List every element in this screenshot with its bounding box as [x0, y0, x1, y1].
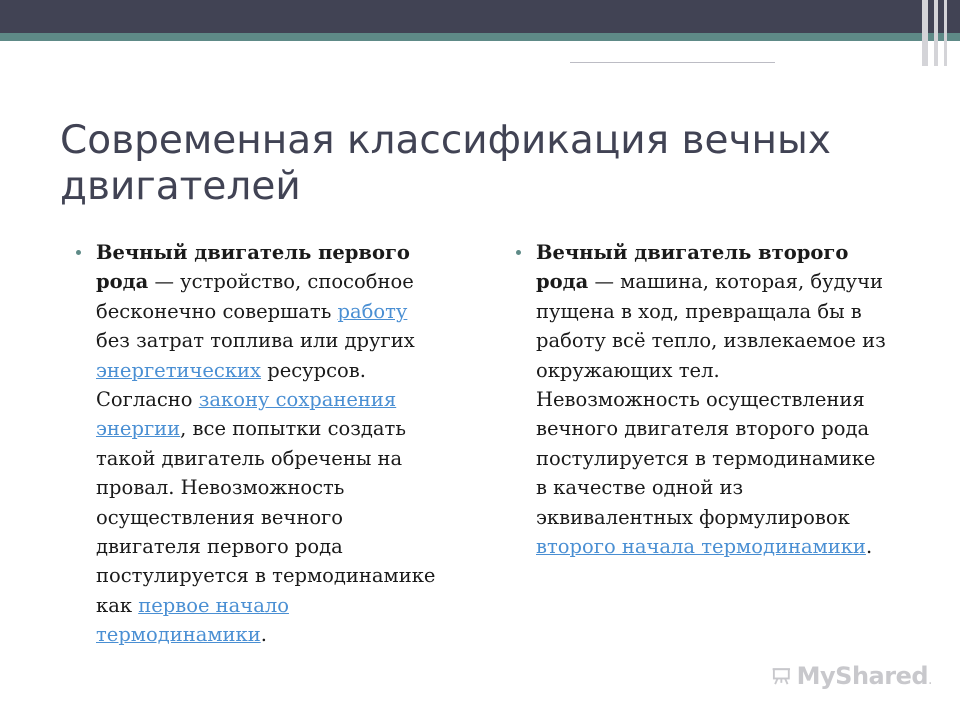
presentation-board-icon — [772, 661, 791, 691]
watermark-text — [797, 662, 932, 690]
term-first-kind: Вечный двигатель первого рода — [96, 241, 410, 294]
link-second-law[interactable]: второго начала термодинамики — [536, 535, 866, 559]
text-fragment: — машина, которая, будучи пущена в ход, превращала бы в работу всё тепло, извлекаемое из окружающих тел. Невозможность осуществления вечного двигателя второго рода постулируется в термодинамике в качестве одной из эквивалентных формулировок — [536, 270, 886, 529]
watermark-dot: . — [928, 672, 932, 688]
decor-line — [570, 62, 775, 63]
link-first-law[interactable]: первое начало термодинамики — [96, 593, 289, 647]
decor-rail — [922, 0, 928, 66]
right-column — [516, 238, 886, 561]
decor-rail — [944, 0, 947, 66]
decor-line — [570, 48, 890, 50]
decor-rail — [934, 0, 938, 66]
link-conservation-law[interactable]: закону сохранения энергии — [96, 388, 397, 441]
text-fragment: без затрат топлива или других — [96, 329, 415, 353]
header-bar — [0, 0, 960, 33]
first-kind-paragraph — [76, 238, 446, 650]
second-kind-paragraph — [516, 238, 886, 561]
text-fragment: — устройство, способное бесконечно совершать — [96, 270, 414, 323]
bullet-icon — [76, 250, 81, 255]
bullet-icon — [516, 250, 521, 255]
watermark-brand: MyShared — [796, 662, 929, 690]
term-second-kind: Вечный двигатель второго рода — [536, 241, 849, 294]
link-energy[interactable]: энергетических — [96, 358, 262, 382]
text-fragment: . — [865, 535, 873, 559]
left-column — [76, 238, 446, 650]
text-fragment: ресурсов. Согласно — [96, 358, 366, 412]
slide-title: Современная классификация вечных двигателей — [60, 118, 831, 209]
text-fragment: , все попытки создать такой двигатель обречены на провал. Невозможность осуществления вечного двигателя первого рода постулируется в термодинамике как — [96, 417, 436, 617]
watermark-logo — [772, 656, 932, 696]
accent-stripe — [0, 33, 960, 41]
link-work[interactable]: работу — [337, 299, 408, 323]
text-fragment: . — [260, 623, 267, 647]
